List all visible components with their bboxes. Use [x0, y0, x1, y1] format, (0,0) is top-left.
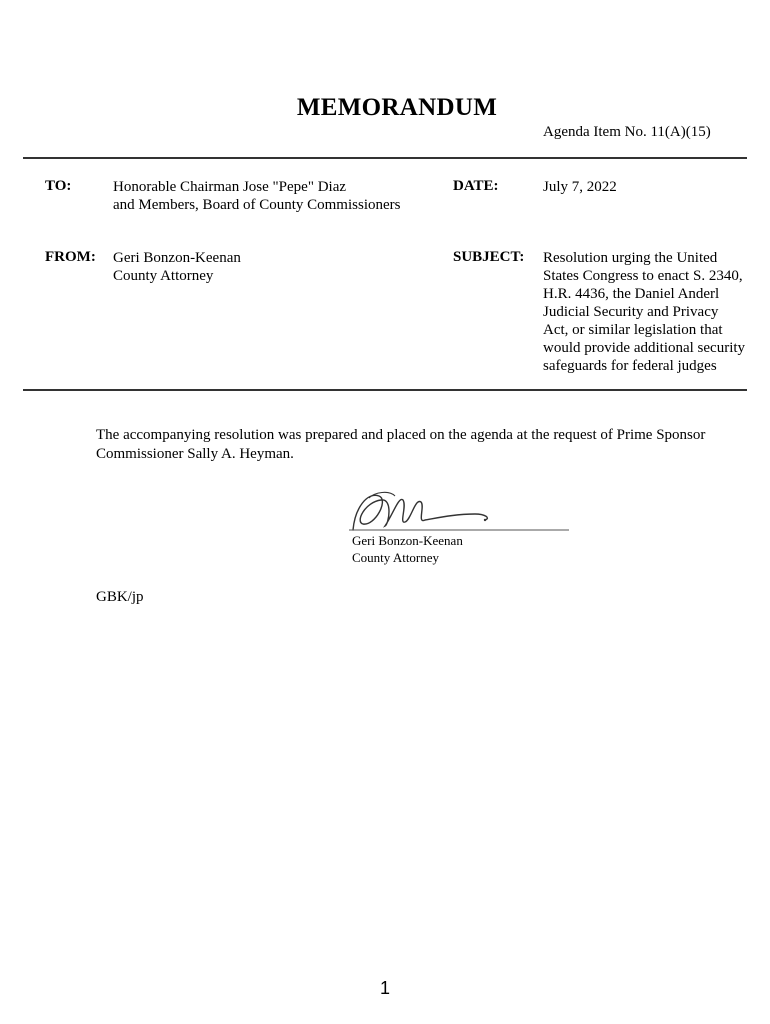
signature-block — [352, 532, 463, 566]
typist-initials: GBK/jp — [96, 589, 144, 605]
bottom-divider — [23, 389, 747, 391]
to-line-1: Honorable Chairman Jose "Pepe" Diaz — [113, 179, 347, 195]
agenda-item-number: Agenda Item No. 11(A)(15) — [543, 124, 711, 140]
from-label: FROM: — [45, 249, 96, 265]
subject-text — [543, 249, 758, 375]
subject-label: SUBJECT: — [453, 249, 525, 265]
subject-line: Judicial Security and Privacy — [543, 304, 719, 320]
date-label: DATE: — [453, 178, 499, 194]
subject-line: Resolution urging the United — [543, 250, 718, 266]
subject-line: safeguards for federal judges — [543, 358, 717, 374]
body-line-2: Commissioner Sally A. Heyman. — [96, 446, 294, 462]
from-sender — [113, 249, 241, 285]
page-number: 1 — [379, 978, 390, 998]
subject-line: Act, or similar legislation that — [543, 322, 723, 338]
signer-title: County Attorney — [352, 550, 440, 565]
from-line-1: Geri Bonzon-Keenan — [113, 250, 241, 266]
top-divider — [23, 157, 747, 159]
signer-name: Geri Bonzon-Keenan — [352, 533, 463, 548]
from-line-2: County Attorney — [113, 268, 214, 284]
subject-line: H.R. 4436, the Daniel Anderl — [543, 286, 720, 302]
handwritten-signature — [345, 488, 575, 536]
subject-line: States Congress to enact S. 2340, — [543, 268, 743, 284]
memo-title: MEMORANDUM — [296, 94, 498, 121]
to-recipient — [113, 178, 400, 214]
date-value: July 7, 2022 — [543, 179, 617, 195]
body-line-1: The accompanying resolution was prepared and placed on the agenda at the request of Prime Sponsor — [96, 427, 706, 443]
subject-line: would provide additional security — [543, 340, 746, 356]
to-label: TO: — [45, 178, 72, 194]
to-line-2: and Members, Board of County Commissioners — [113, 197, 401, 213]
memo-body — [96, 426, 736, 464]
